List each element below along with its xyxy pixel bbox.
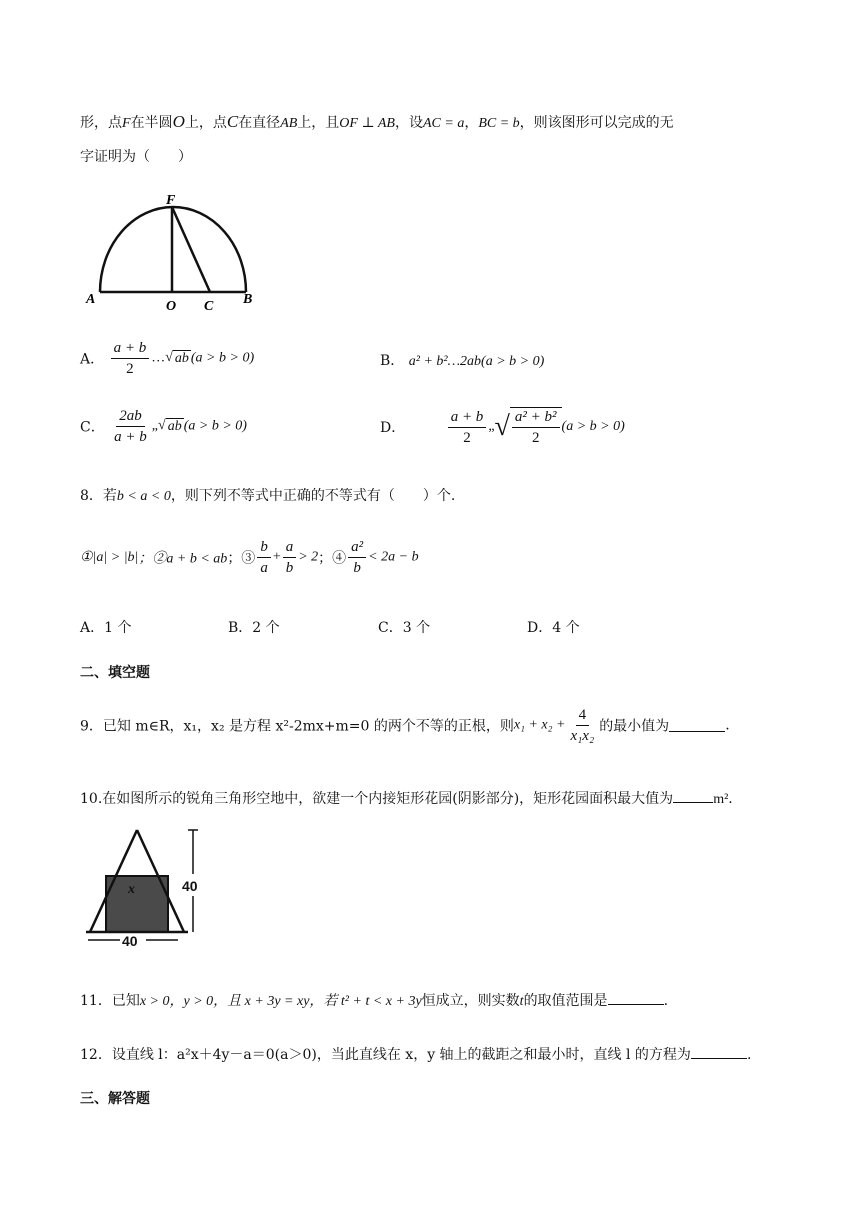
- numerator: 2ab: [116, 407, 145, 427]
- statement-4-prefix: ；④: [318, 550, 347, 567]
- text: 的取值范围是: [523, 993, 608, 1009]
- text: 在半圆: [130, 115, 173, 131]
- answer-blank[interactable]: [673, 790, 713, 803]
- text: .: [728, 791, 733, 807]
- answer-blank[interactable]: [691, 1046, 747, 1059]
- text: ，则该图形可以完成的无: [519, 115, 674, 131]
- fraction: [567, 706, 597, 745]
- answer-blank[interactable]: [669, 719, 725, 732]
- q9-stem: [80, 706, 820, 745]
- math: t: [519, 994, 524, 1009]
- denominator: a + b: [114, 429, 147, 445]
- numerator: 4: [576, 706, 590, 726]
- fraction: [448, 408, 487, 447]
- q8-statements: [80, 538, 820, 577]
- segment-fc: [172, 207, 210, 292]
- radicand: ab: [167, 419, 182, 434]
- option-letter: A．: [80, 351, 105, 368]
- text: 10.在如图所示的锐角三角形空地中，欲建一个内接矩形花园(阴影部分)，矩形花园面积最大值为: [80, 791, 674, 807]
- label-x: x: [128, 882, 135, 897]
- denominator: a: [260, 560, 268, 576]
- math: AC = a: [422, 116, 465, 131]
- text: 12．设直线 l：a²x＋4y－a＝0(a＞0)，当此直线在 x，y 轴上的截距之和最小时，直线 l 的方程为: [80, 1047, 691, 1063]
- relation: …: [151, 350, 166, 366]
- label-f: F: [166, 193, 176, 208]
- denominator: x₁x₂: [570, 728, 595, 744]
- relation: „: [488, 419, 495, 434]
- fraction: [283, 538, 297, 577]
- sqrt: √ ab: [165, 350, 189, 366]
- math: ，y > 0: [169, 994, 214, 1009]
- denominator: b: [285, 560, 294, 576]
- section-heading-solutions: 三、解答题: [80, 1091, 150, 1107]
- q11-stem: [80, 990, 820, 1010]
- relation: „: [151, 418, 159, 434]
- label-o: O: [166, 299, 177, 314]
- q10-stem: [80, 788, 820, 808]
- denominator: b: [353, 560, 361, 576]
- text: 11．已知: [80, 993, 140, 1009]
- text: ，: [464, 115, 479, 131]
- label-width: 40: [122, 933, 138, 949]
- fraction: [257, 538, 271, 577]
- numerator: b: [257, 538, 271, 558]
- triangle-figure: [80, 826, 208, 950]
- plus: +: [272, 549, 281, 565]
- q8-option-d[interactable]: D．4 个: [527, 620, 580, 636]
- label-c: C: [204, 299, 214, 314]
- option-letter: C．: [80, 419, 105, 436]
- text: ，设: [394, 115, 423, 131]
- sqrt: √ $\frac{\text{a² + b²}}{2}$: [495, 407, 562, 447]
- text: .: [725, 717, 730, 734]
- radicand: ab: [174, 351, 189, 366]
- label-height: 40: [182, 878, 198, 894]
- text: 8．若: [80, 488, 117, 504]
- q7-option-b[interactable]: [380, 350, 544, 370]
- option-letter: B．: [380, 353, 405, 369]
- text: 的最小值为: [599, 718, 670, 735]
- semicircle-figure: [80, 190, 270, 315]
- q7-stem-line1: [80, 112, 820, 132]
- text: 上，且: [297, 115, 340, 131]
- fraction: [111, 339, 150, 378]
- math: OF ⊥ AB: [339, 116, 395, 131]
- q7-option-c[interactable]: [80, 407, 247, 446]
- q8-option-a[interactable]: A．1 个: [80, 620, 132, 636]
- q7-option-d[interactable]: [380, 407, 625, 447]
- condition: (a > b > 0): [190, 350, 255, 366]
- fraction: [348, 538, 366, 577]
- shaded-rectangle: [106, 876, 168, 932]
- sqrt: √ ab: [158, 418, 182, 434]
- denominator: 2: [126, 361, 134, 377]
- q8-stem: [80, 485, 820, 505]
- numerator: a²: [348, 538, 366, 558]
- statement-4-rhs: < 2a − b: [368, 549, 419, 565]
- q8-option-b[interactable]: B．2 个: [228, 620, 280, 636]
- math: x₁ + x₂ +: [513, 717, 566, 733]
- statement-2: ；②a + b < ab: [138, 551, 228, 567]
- denominator: 2: [463, 429, 471, 446]
- math: BC = b: [478, 116, 520, 131]
- math: F: [122, 116, 131, 131]
- text: .: [663, 993, 669, 1009]
- text: ，则下列不等式中正确的不等式有（ ）个.: [170, 488, 456, 504]
- math: O: [172, 112, 185, 131]
- text: .: [746, 1047, 752, 1063]
- condition: (a > b > 0): [183, 418, 247, 434]
- numerator: a: [283, 538, 297, 558]
- q12-stem: [80, 1044, 820, 1064]
- label-b: B: [243, 292, 253, 307]
- option-expression: a² + b²…2ab(a > b > 0): [408, 354, 545, 369]
- text: 在直径: [238, 115, 281, 131]
- numerator: a + b: [111, 339, 150, 359]
- q7-option-a[interactable]: [80, 339, 254, 378]
- text: 上，点: [184, 115, 227, 131]
- label-a: A: [86, 292, 96, 307]
- math: b < a < 0: [116, 489, 171, 504]
- math: ，且 x + 3y = xy: [213, 994, 310, 1009]
- text: 形，点: [80, 115, 122, 131]
- unit: m²: [713, 792, 729, 807]
- math: ，若 t² + t < x + 3y: [309, 994, 422, 1009]
- statement-3-prefix: ；③: [227, 550, 256, 567]
- text: 恒成立，则实数: [421, 993, 520, 1009]
- math: C: [226, 112, 239, 131]
- radical-numerator: a² + b²: [512, 408, 560, 428]
- q7-stem-line2: 字证明为（ ）: [80, 149, 192, 165]
- option-letter: D．: [380, 420, 406, 436]
- numerator: a + b: [448, 408, 487, 428]
- math: AB: [280, 116, 298, 131]
- statement-1: ①|a| > |b|: [80, 550, 139, 565]
- text: 9．已知 m∈R，x₁，x₂ 是方程 x²-2mx+m=0 的两个不等的正根，则: [80, 718, 514, 735]
- statement-3-rhs: > 2: [298, 549, 319, 565]
- math: x > 0: [139, 994, 170, 1009]
- condition: (a > b > 0): [561, 419, 625, 434]
- q8-option-c[interactable]: C．3 个: [378, 620, 431, 636]
- section-heading-fill-in: 二、填空题: [80, 665, 150, 681]
- answer-blank[interactable]: [608, 992, 664, 1005]
- radical-denominator: 2: [531, 430, 540, 446]
- fraction: [111, 407, 150, 446]
